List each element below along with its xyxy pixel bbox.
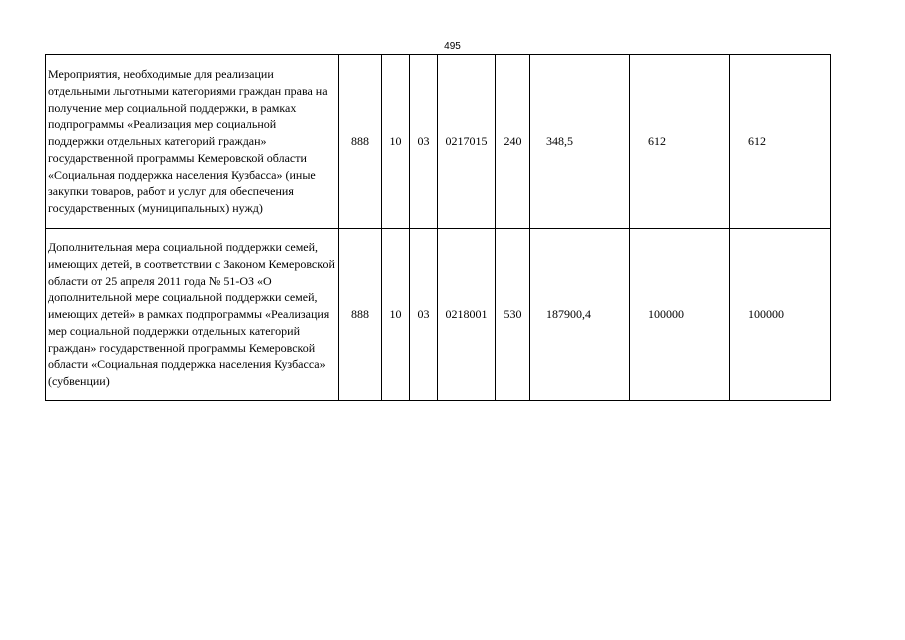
page-number: 495 [444,41,461,52]
subsection-code: 03 [410,55,438,229]
expense-type-code: 240 [496,55,530,229]
ministry-code: 888 [339,229,382,401]
row-description: Дополнительная мера социальной поддержки семей, имеющих детей, в соответствии с Законом Кемеровской области от 25 апреля 2011 года № 51-ОЗ «О дополнительной мере социальной поддержки семей, имеющих детей» в рамках подпрограммы «Реализация мер социальной поддержки отдельных категорий граждан» государственной программы Кемеровской области «Социальная поддержка населения Кузбасса» (субвенции) [46,229,339,401]
ministry-code: 888 [339,55,382,229]
target-article-code: 0217015 [438,55,496,229]
table-row [46,55,831,229]
section-code: 10 [382,229,410,401]
amount-year-3: 612 [730,55,831,229]
table-row [46,229,831,401]
amount-year-3: 100000 [730,229,831,401]
amount-year-1: 187900,4 [530,229,630,401]
target-article-code: 0218001 [438,229,496,401]
budget-table [45,54,831,401]
amount-year-2: 100000 [630,229,730,401]
amount-year-1: 348,5 [530,55,630,229]
amount-year-2: 612 [630,55,730,229]
subsection-code: 03 [410,229,438,401]
section-code: 10 [382,55,410,229]
row-description: Мероприятия, необходимые для реализации отдельными льготными категориями граждан права на получение мер социальной поддержки, в рамках подпрограммы «Реализация мер социальной поддержки отдельных категорий граждан» государственной программы Кемеровской области «Социальная поддержка населения Кузбасса» (иные закупки товаров, работ и услуг для обеспечения государственных (муниципальных) нужд) [46,55,339,229]
expense-type-code: 530 [496,229,530,401]
